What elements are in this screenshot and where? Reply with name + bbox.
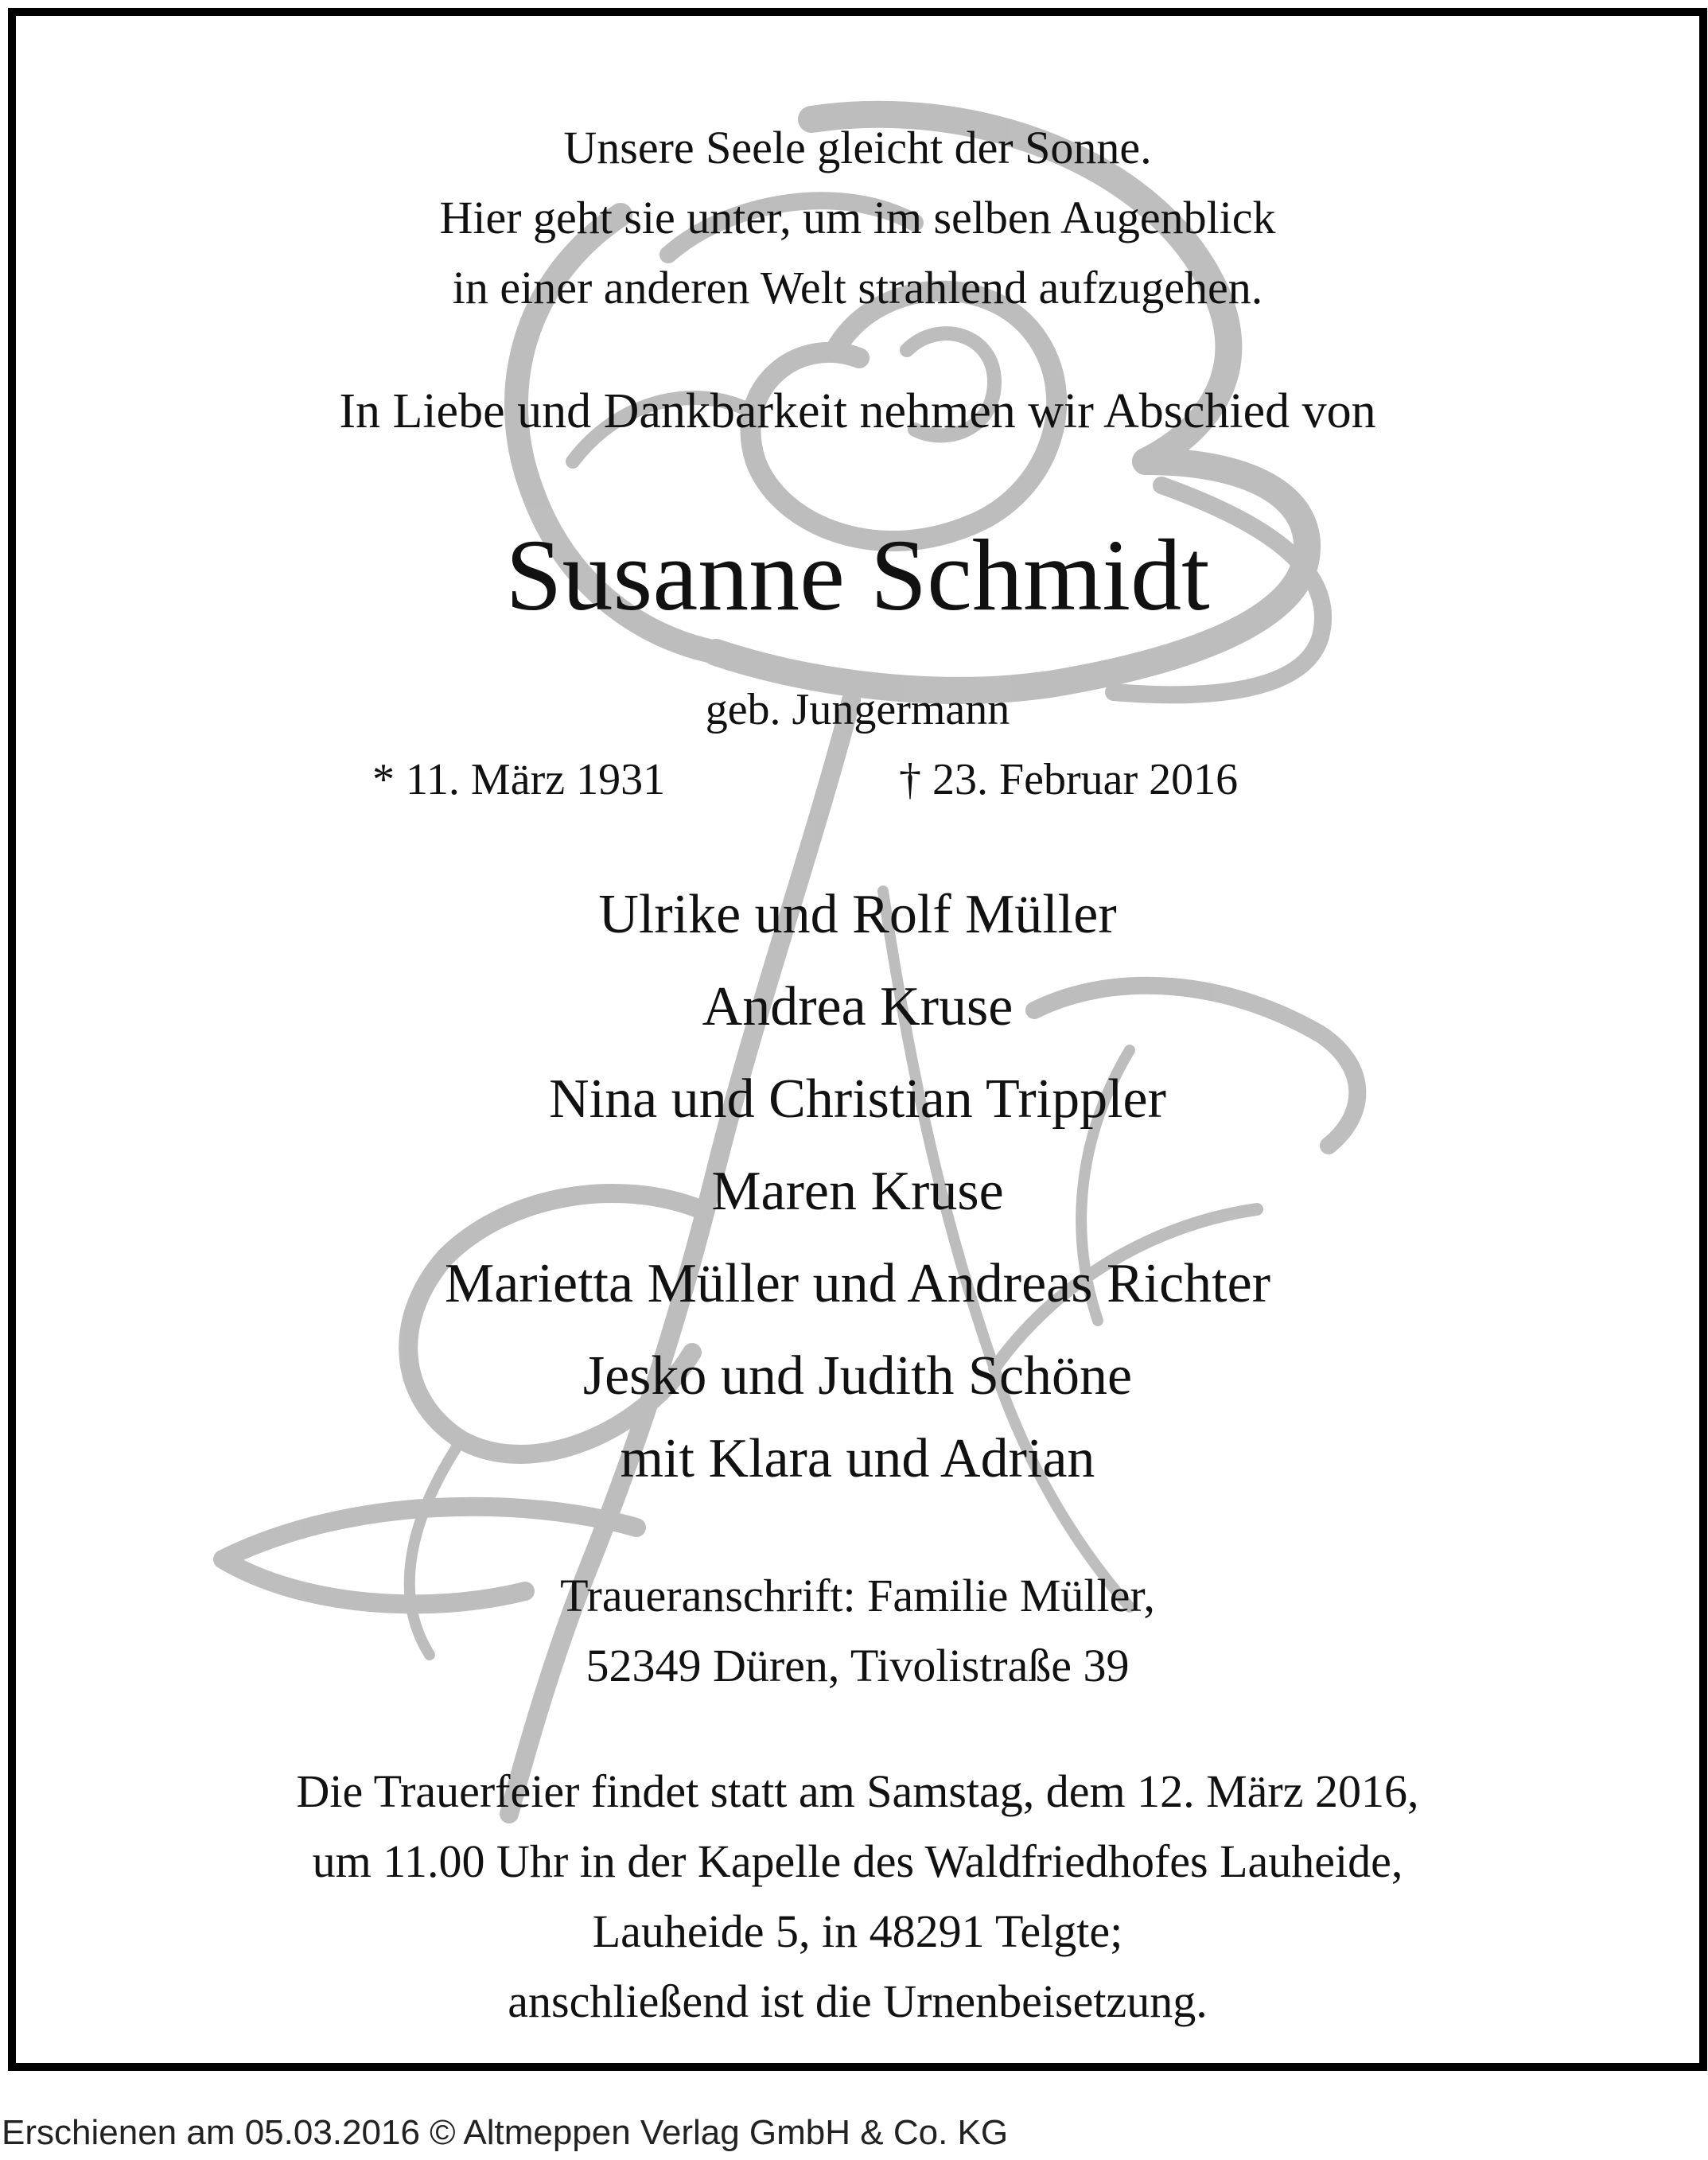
- obituary-frame: [8, 8, 1707, 2071]
- mourner-5: Marietta Müller und Andreas Richter: [444, 1253, 1271, 1314]
- mourner-7: mit Klara und Adrian: [620, 1428, 1095, 1489]
- poem-line-2: Hier geht sie unter, um im selben Augenblick: [439, 192, 1276, 243]
- mourner-3: Nina und Christian Trippler: [549, 1068, 1166, 1130]
- poem-line-1: Unsere Seele gleicht der Sonne.: [563, 122, 1152, 173]
- mourner-1: Ulrike und Rolf Müller: [598, 884, 1117, 945]
- rose-watermark-icon: [16, 16, 1699, 2063]
- ceremony-line-2: um 11.00 Uhr in der Kapelle des Waldfriedhofes Lauheide,: [312, 1835, 1403, 1887]
- mourner-4: Maren Kruse: [711, 1161, 1004, 1222]
- ceremony-line-4: anschließend ist die Urnenbeisetzung.: [508, 1975, 1208, 2027]
- ceremony-line-3: Lauheide 5, in 48291 Telgte;: [592, 1905, 1123, 1957]
- publication-footer: Erschienen am 05.03.2016 © Altmeppen Verlag GmbH & Co. KG: [2, 2113, 1009, 2152]
- poem-line-3: in einer anderen Welt strahlend aufzugehen.: [452, 262, 1263, 313]
- mourner-2: Andrea Kruse: [702, 976, 1014, 1037]
- address-line-1: Traueranschrift: Familie Müller,: [560, 1570, 1155, 1621]
- ceremony-line-1: Die Trauerfeier findet statt am Samstag, dem 12. März 2016,: [296, 1765, 1419, 1817]
- birth-name: geb. Jungermann: [705, 685, 1010, 734]
- death-date: † 23. Februar 2016: [899, 755, 1239, 804]
- address-line-2: 52349 Düren, Tivolistraße 39: [586, 1640, 1130, 1691]
- deceased-name: Susanne Schmidt: [505, 519, 1210, 632]
- birth-date: * 11. März 1931: [372, 755, 666, 804]
- intro-text: In Liebe und Dankbarkeit nehmen wir Abschied von: [339, 384, 1376, 438]
- mourner-6: Jesko und Judith Schöne: [582, 1345, 1133, 1407]
